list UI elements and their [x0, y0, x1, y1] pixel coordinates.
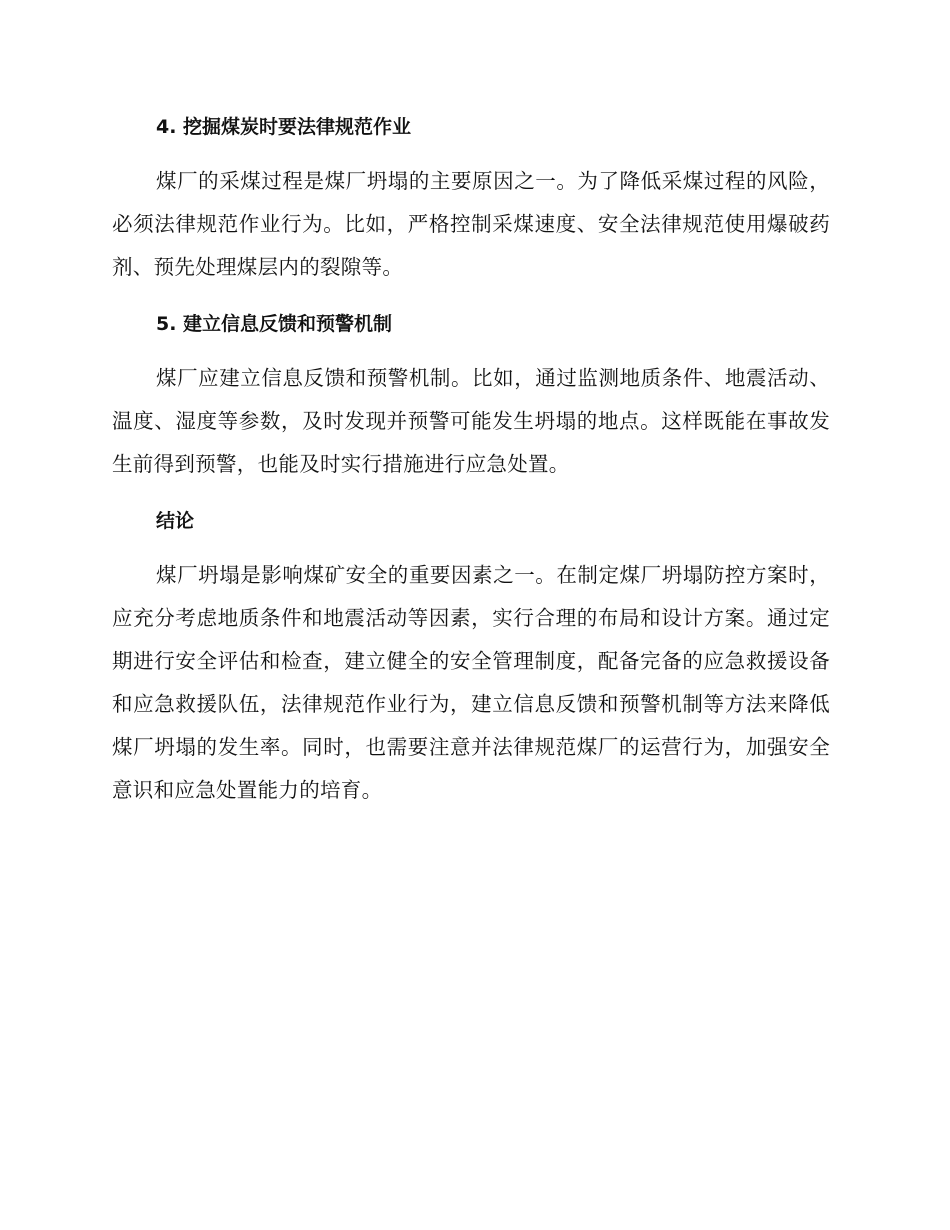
section-conclusion	[112, 504, 830, 812]
section-paragraph: 煤厂的采煤过程是煤厂坍塌的主要原因之一。为了降低采煤过程的风险，必须法律规范作业行为。比如，严格控制采煤速度、安全法律规范使用爆破药剂、预先处理煤层内的裂隙等。	[112, 169, 830, 279]
section-paragraph: 煤厂应建立信息反馈和预警机制。比如，通过监测地质条件、地震活动、温度、湿度等参数，及时发现并预警可能发生坍塌的地点。这样既能在事故发生前得到预警，也能及时实行措施进行应急处置。	[112, 366, 830, 476]
document-page	[112, 110, 830, 830]
section-feedback-warning	[112, 307, 830, 486]
section-mining-regulation	[112, 110, 830, 289]
section-paragraph: 煤厂坍塌是影响煤矿安全的重要因素之一。在制定煤厂坍塌防控方案时，应充分考虑地质条件和地震活动等因素，实行合理的布局和设计方案。通过定期进行安全评估和检查，建立健全的安全管理制度，配备完备的应急救援设备和应急救援队伍，法律规范作业行为，建立信息反馈和预警机制等方法来降低煤厂坍塌的发生率。同时，也需要注意并法律规范煤厂的运营行为，加强安全意识和应急处置能力的培育。	[112, 563, 830, 802]
section-heading: 5. 建立信息反馈和预警机制	[156, 313, 393, 335]
section-heading: 结论	[156, 510, 195, 532]
section-heading: 4. 挖掘煤炭时要法律规范作业	[156, 116, 412, 138]
